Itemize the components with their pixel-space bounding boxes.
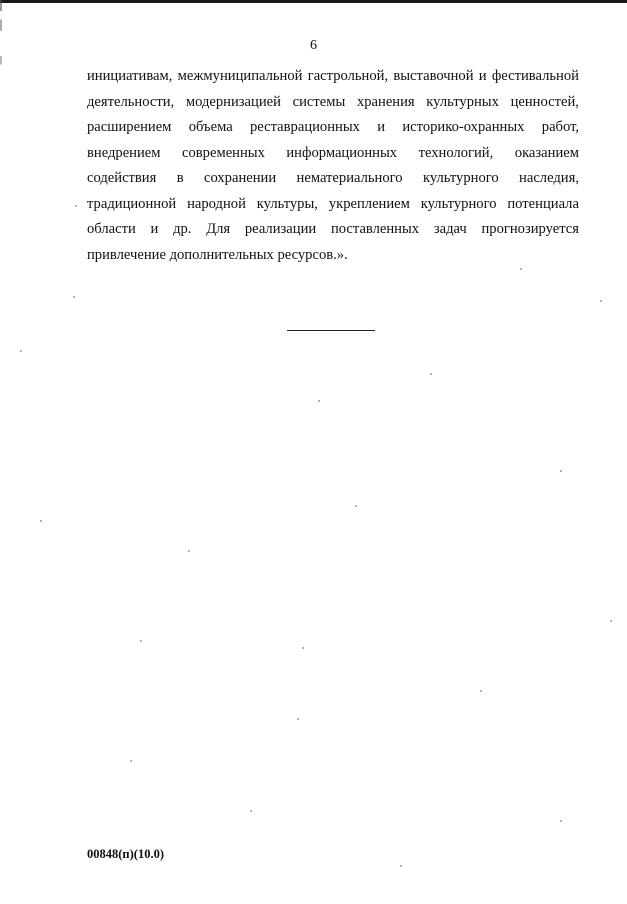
word: внедрением bbox=[87, 144, 161, 161]
scan-speck bbox=[610, 620, 612, 622]
scan-speck bbox=[297, 718, 299, 720]
text-line-8: привлечение дополнительных ресурсов.». bbox=[87, 246, 348, 263]
scan-speck bbox=[75, 205, 77, 207]
word: Для bbox=[206, 221, 231, 237]
word: прогнозируется bbox=[481, 221, 579, 237]
word: и bbox=[478, 68, 487, 84]
word: системы bbox=[292, 93, 346, 110]
text-line-7 bbox=[87, 217, 579, 243]
word: др. bbox=[173, 221, 192, 237]
word: выставочной bbox=[393, 68, 474, 84]
word: инициативам, bbox=[87, 68, 173, 84]
scan-speck bbox=[40, 520, 42, 522]
word: потенциала bbox=[507, 195, 579, 212]
page-top-border bbox=[0, 0, 627, 3]
text-line-4 bbox=[87, 141, 579, 167]
word: и bbox=[377, 119, 386, 135]
word: расширением bbox=[87, 119, 172, 135]
word: и bbox=[150, 221, 159, 237]
word: работ, bbox=[541, 119, 579, 135]
scan-speck bbox=[430, 373, 432, 375]
word: технологий, bbox=[418, 144, 494, 161]
word: в bbox=[176, 170, 184, 186]
word: области bbox=[87, 221, 136, 237]
scan-speck bbox=[250, 810, 252, 812]
word: сохранении bbox=[203, 170, 277, 186]
word: наследия, bbox=[519, 170, 579, 186]
word: традиционной bbox=[87, 195, 177, 212]
word: реставрационных bbox=[250, 119, 360, 135]
word: фестивальной bbox=[491, 68, 579, 84]
text-line-2 bbox=[87, 90, 579, 116]
word: задач bbox=[433, 221, 467, 237]
scan-speck bbox=[560, 820, 562, 822]
word: культурного bbox=[420, 195, 497, 212]
scan-speck bbox=[560, 470, 562, 472]
scan-speck bbox=[600, 300, 602, 302]
word: объема bbox=[188, 119, 233, 135]
body-paragraph bbox=[87, 64, 579, 268]
page-number: 6 bbox=[310, 38, 317, 53]
word: содействия bbox=[87, 170, 157, 186]
text-line-6 bbox=[87, 192, 579, 218]
word: межмуниципальной bbox=[177, 68, 303, 84]
word: нематериального bbox=[296, 170, 403, 186]
end-separator-line bbox=[287, 330, 375, 331]
scan-speck bbox=[302, 647, 304, 649]
word: деятельности, bbox=[87, 93, 175, 110]
scan-speck bbox=[140, 640, 142, 642]
word: историко-охранных bbox=[402, 119, 525, 135]
scan-speck bbox=[355, 505, 357, 507]
word: культурного bbox=[422, 170, 499, 186]
scan-speck bbox=[20, 350, 22, 352]
text-line-3 bbox=[87, 115, 579, 141]
word: поставленных bbox=[330, 221, 420, 237]
scan-speck bbox=[188, 550, 190, 552]
scan-speck bbox=[73, 296, 75, 298]
document-code: 00848(п)(10.0) bbox=[87, 847, 164, 861]
scan-speck bbox=[400, 865, 402, 867]
text-line-5 bbox=[87, 166, 579, 192]
word: гастрольной, bbox=[307, 68, 389, 84]
scan-speck bbox=[318, 400, 320, 402]
word: реализации bbox=[244, 221, 317, 237]
word: современных bbox=[182, 144, 265, 161]
word: информационных bbox=[286, 144, 398, 161]
scan-speck bbox=[130, 760, 132, 762]
word: оказанием bbox=[514, 144, 579, 161]
scan-speck bbox=[520, 268, 522, 270]
scan-speck bbox=[480, 690, 482, 692]
word: культурных bbox=[426, 93, 499, 110]
word: ценностей, bbox=[510, 93, 579, 110]
word: укреплением bbox=[328, 195, 410, 212]
word: модернизацией bbox=[185, 93, 281, 110]
scan-left-edge bbox=[0, 0, 2, 140]
word: культуры, bbox=[256, 195, 318, 212]
word: хранения bbox=[356, 93, 415, 110]
word: народной bbox=[187, 195, 246, 212]
text-line-1 bbox=[87, 64, 579, 90]
